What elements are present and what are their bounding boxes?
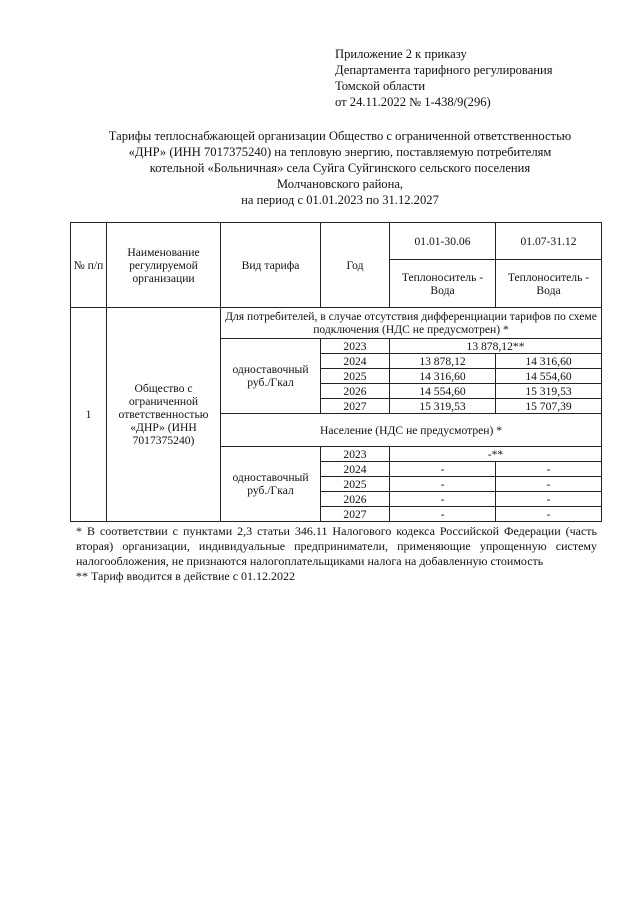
tariff-value: - — [496, 492, 602, 507]
year-cell: 2026 — [321, 492, 390, 507]
tariff-value: 13 878,12 — [390, 354, 496, 369]
table-header-row — [71, 223, 602, 260]
table-row — [71, 308, 602, 339]
annex-line: Томской области — [335, 79, 426, 93]
tariff-type-cell: одноставочный руб./Гкал — [221, 447, 321, 522]
year-cell: 2026 — [321, 384, 390, 399]
tariff-value: - — [390, 462, 496, 477]
header-tariff-type: Вид тарифа — [221, 223, 321, 308]
year-cell: 2023 — [321, 447, 390, 462]
section-note-population: Население (НДС не предусмотрен) * — [221, 414, 602, 447]
year-cell: 2025 — [321, 477, 390, 492]
tariff-value-merged: -** — [390, 447, 602, 462]
annex-line: Департамента тарифного регулирования — [335, 63, 553, 77]
header-num: № п/п — [71, 223, 107, 308]
row-number: 1 — [71, 308, 107, 522]
tariff-value: - — [390, 492, 496, 507]
footnotes — [76, 524, 597, 584]
tariff-value-merged: 13 878,12** — [390, 339, 602, 354]
year-cell: 2023 — [321, 339, 390, 354]
tariff-value: - — [390, 507, 496, 522]
organization-name: Общество с ограниченной ответственностью «ДНР» (ИНН 7017375240) — [107, 308, 221, 522]
tariff-value: 14 316,60 — [496, 354, 602, 369]
year-cell: 2024 — [321, 354, 390, 369]
tariff-value: 14 554,60 — [496, 369, 602, 384]
tariff-table — [70, 222, 602, 522]
header-carrier-1: Теплоноситель - Вода — [390, 260, 496, 308]
title-line: на период с 01.01.2023 по 31.12.2027 — [241, 193, 439, 207]
header-year: Год — [321, 223, 390, 308]
title-line: котельной «Больничная» села Суйга Суйгинского сельского поселения — [149, 161, 531, 175]
section-note-consumers: Для потребителей, в случае отсутствия дифференциации тарифов по схеме подключения (НДС не предусмотрен) * — [221, 308, 602, 339]
tariff-value: 14 554,60 — [390, 384, 496, 399]
title-line: Молчановского района, — [276, 177, 404, 191]
document-title — [60, 128, 620, 208]
header-period-2: 01.07-31.12 — [496, 223, 602, 260]
tariff-value: - — [496, 477, 602, 492]
tariff-value: 15 319,53 — [496, 384, 602, 399]
tariff-type-cell: одноставочный руб./Гкал — [221, 339, 321, 414]
footnote-effective-date: ** Тариф вводится в действие с 01.12.2022 — [76, 569, 296, 583]
year-cell: 2024 — [321, 462, 390, 477]
title-line: «ДНР» (ИНН 7017375240) на тепловую энергию, поставляемую потребителям — [128, 145, 552, 159]
header-carrier-2: Теплоноситель - Вода — [496, 260, 602, 308]
tariff-value: - — [390, 477, 496, 492]
annex-line: Приложение 2 к приказу — [335, 47, 467, 61]
tariff-value: 15 319,53 — [390, 399, 496, 414]
annex-line: от 24.11.2022 № 1-438/9(296) — [335, 95, 491, 109]
tariff-value: 15 707,39 — [496, 399, 602, 414]
footnote-vat: * В соответствии с пунктами 2,3 статьи 346.11 Налогового кодекса Российской Федерации (часть вторая) организации, индивидуальные предприниматели, применяющие упрощенную систему налогообложения, не признаются налогоплательщиками налога на добавленную стоимость — [76, 524, 597, 568]
tariff-value: - — [496, 462, 602, 477]
tariff-value: 14 316,60 — [390, 369, 496, 384]
title-line: Тарифы теплоснабжающей организации Общество с ограниченной ответственностью — [108, 129, 572, 143]
tariff-value: - — [496, 507, 602, 522]
year-cell: 2025 — [321, 369, 390, 384]
year-cell: 2027 — [321, 507, 390, 522]
header-org: Наименование регулируемой организации — [107, 223, 221, 308]
annex-reference — [335, 46, 553, 110]
header-period-1: 01.01-30.06 — [390, 223, 496, 260]
year-cell: 2027 — [321, 399, 390, 414]
